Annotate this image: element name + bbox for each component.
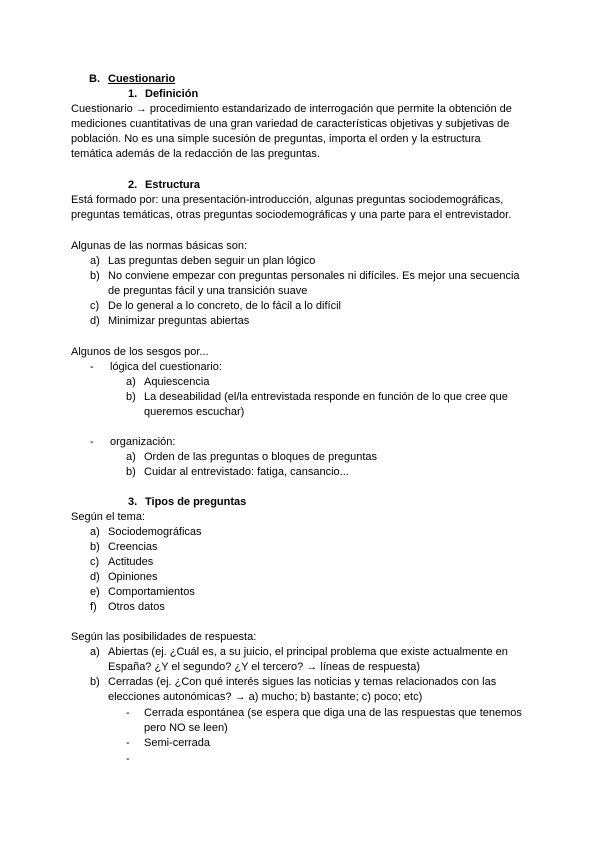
heading-number: 2. (128, 179, 138, 191)
dash-marker: - (126, 753, 130, 765)
paragraph-line: mediciones cuantitativas de una gran variedad de características objetivas y subjetivas de (71, 118, 510, 130)
tema-intro: Según el tema: (71, 511, 145, 523)
list-marker: a) (126, 451, 136, 463)
list-marker: c) (90, 556, 100, 568)
paragraph-line: temática además de la redacción de las preguntas. (71, 148, 320, 160)
section-title: Cuestionario (108, 73, 176, 85)
paragraph-line: Está formado por: una presentación-introducción, algunas preguntas sociodemográficas, (71, 194, 504, 206)
list-marker: b) (90, 676, 100, 688)
sub-list-item: Semi-cerrada (144, 737, 211, 749)
heading-estructura: Estructura (145, 179, 201, 191)
list-marker: f) (90, 601, 97, 613)
heading-number: 1. (128, 88, 138, 100)
list-item: Las preguntas deben seguir un plan lógico (108, 255, 316, 267)
list-item: Cuidar al entrevistado: fatiga, cansancio... (144, 466, 349, 478)
heading-number: 3. (128, 496, 138, 508)
heading-definicion: Definición (145, 88, 199, 100)
list-item: Creencias (108, 541, 158, 553)
sub-list-item: Cerrada espontánea (se espera que diga una de las respuestas que tenemos (144, 707, 522, 719)
list-marker: b) (90, 541, 100, 553)
list-item-continuation: queremos escuchar) (144, 406, 245, 418)
list-item: No conviene empezar con preguntas personales ni difíciles. Es mejor una secuencia (108, 270, 520, 282)
paragraph-line: preguntas temáticas, otras preguntas sociodemográficas y una parte para el entrevistador. (71, 209, 512, 221)
list-item: De lo general a lo concreto, de lo fácil a lo difícil (108, 300, 341, 312)
list-item: Sociodemográficas (108, 526, 202, 538)
list-marker: b) (90, 270, 100, 282)
list-marker: e) (90, 586, 100, 598)
list-item: Orden de las preguntas o bloques de preguntas (144, 451, 377, 463)
list-item-continuation: elecciones autonómicas? → a) mucho; b) bastante; c) poco; etc) (108, 691, 423, 703)
sesgo-group-label: organización: (110, 436, 176, 448)
dash-marker: - (90, 436, 94, 448)
section-letter: B. (89, 73, 100, 85)
dash-marker: - (126, 737, 130, 749)
paragraph-line: Cuestionario → procedimiento estandarizado de interrogación que permite la obtención de (71, 103, 512, 115)
list-item: Abiertas (ej. ¿Cuál es, a su juicio, el principal problema que existe actualmente en (108, 646, 508, 658)
dash-marker: - (126, 707, 130, 719)
list-marker: a) (90, 526, 100, 538)
sesgo-group-label: lógica del cuestionario: (110, 361, 222, 373)
heading-tipos: Tipos de preguntas (145, 496, 247, 508)
paragraph-line: población. No es una simple sucesión de preguntas, importa el orden y la estructura (71, 133, 481, 145)
list-item-continuation: España? ¿Y el segundo? ¿Y el tercero? → líneas de respuesta) (108, 661, 421, 673)
list-marker: a) (126, 376, 136, 388)
list-marker: a) (90, 646, 100, 658)
list-item: Comportamientos (108, 586, 195, 598)
sesgos-intro: Algunos de los sesgos por... (71, 346, 209, 358)
list-item: Aquiescencia (144, 376, 210, 388)
list-item: Minimizar preguntas abiertas (108, 315, 250, 327)
list-item: Actitudes (108, 556, 154, 568)
list-marker: b) (126, 466, 136, 478)
normas-intro: Algunas de las normas básicas son: (71, 240, 248, 252)
dash-marker: - (90, 361, 94, 373)
list-item: Opiniones (108, 571, 158, 583)
list-item-continuation: de preguntas fácil y una transición suave (108, 285, 308, 297)
list-item: Otros datos (108, 601, 165, 613)
list-marker: d) (90, 315, 100, 327)
list-marker: a) (90, 255, 100, 267)
list-marker: c) (90, 300, 100, 312)
list-item: Cerradas (ej. ¿Con qué interés sigues las noticias y temas relacionados con las (108, 676, 497, 688)
list-marker: d) (90, 571, 100, 583)
sub-list-item-continuation: pero NO se leen) (144, 722, 228, 734)
list-marker: b) (126, 391, 136, 403)
list-item: La deseabilidad (el/la entrevistada responde en función de lo que cree que (144, 391, 508, 403)
resp-intro: Según las posibilidades de respuesta: (71, 631, 257, 643)
